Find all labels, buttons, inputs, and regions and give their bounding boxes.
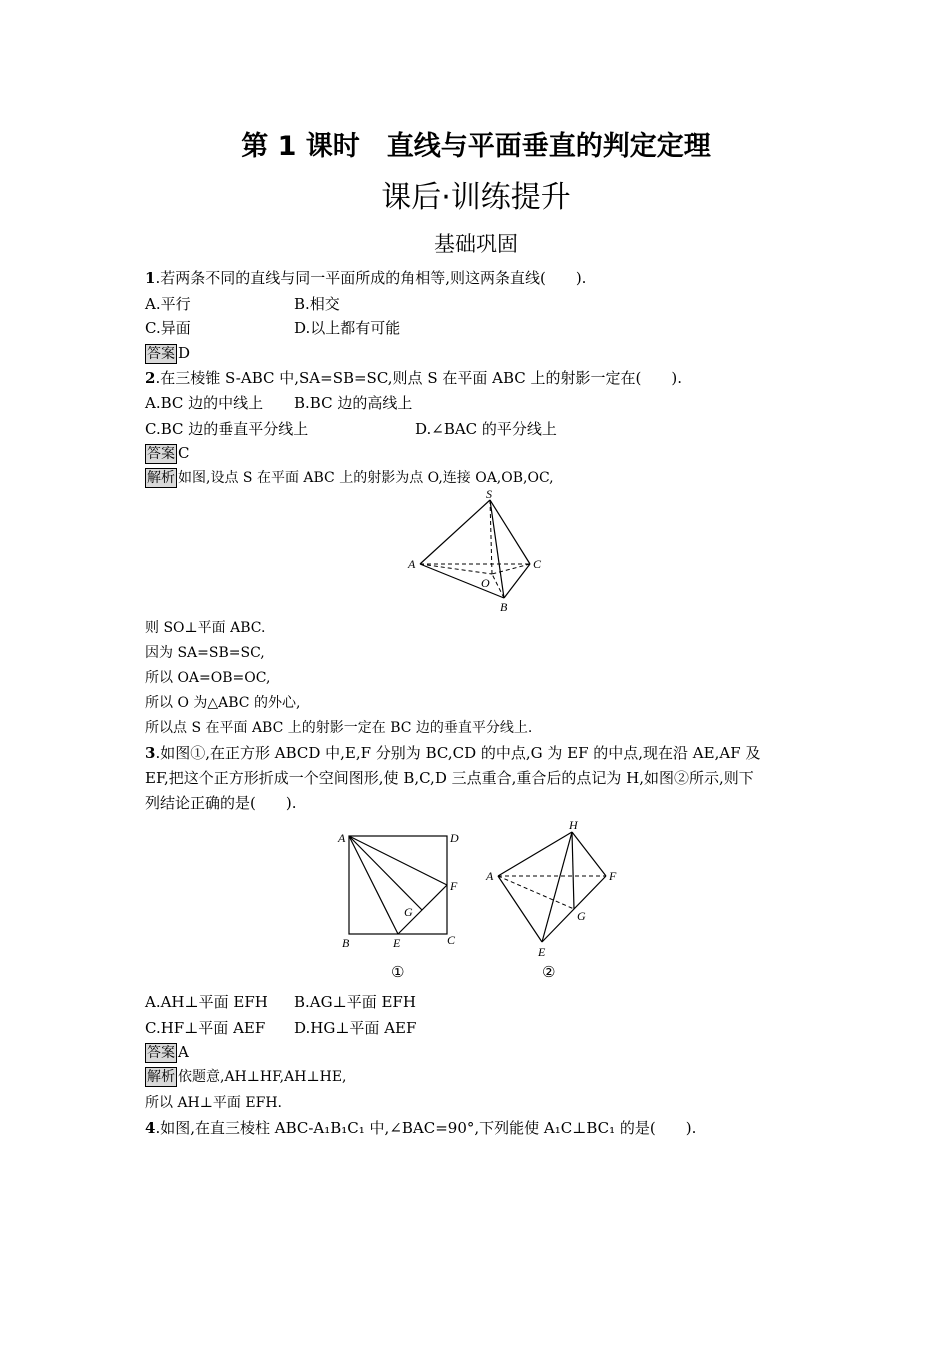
pyramid-figure (400, 486, 550, 616)
q3-number: 3 (145, 744, 156, 762)
label-e: E (393, 936, 401, 950)
page-title: 第 1 课时 直线与平面垂直的判定定理 (241, 131, 711, 162)
section-heading: 基础巩固 (434, 232, 518, 256)
q2-step-1: 则 SO⊥平面 ABC. (145, 620, 266, 636)
q3-option-a: A.AH⊥平面 EFH (145, 993, 268, 1011)
answer-tag: 答案 (147, 346, 175, 362)
fig1-caption: ① (391, 963, 405, 981)
q1-option-c: C.异面 (145, 319, 191, 337)
q3-answer-row (145, 1042, 189, 1063)
label-a: A (486, 869, 494, 883)
tetrahedron-figure (482, 816, 622, 962)
q4-number: 4 (145, 1119, 156, 1137)
label-a: A (408, 557, 416, 571)
label-o: O (481, 576, 490, 590)
label-e: E (538, 945, 546, 959)
q1-stem (145, 268, 586, 288)
q3-option-c: C.HF⊥平面 AEF (145, 1019, 266, 1037)
analysis-tag: 解析 (147, 470, 175, 486)
label-g: G (577, 909, 586, 923)
label-a: A (338, 831, 346, 845)
q1-option-d: D.以上都有可能 (294, 319, 401, 337)
q2-answer: C (178, 444, 190, 462)
answer-tag: 答案 (147, 446, 175, 462)
q2-option-d: D.∠BAC 的平分线上 (415, 420, 557, 438)
q2-answer-row (145, 443, 189, 464)
label-h: H (569, 818, 578, 832)
q3-stem-2: EF,把这个正方形折成一个空间图形,使 B,C,D 三点重合,重合后的点记为 H,如图②所示,则下 (145, 769, 754, 787)
q3-analysis-row (145, 1067, 347, 1087)
q2-number: 2 (145, 369, 156, 387)
label-f: F (450, 879, 458, 893)
q2-step-4: 所以 O 为△ABC 的外心, (145, 695, 301, 711)
q2-step-5: 所以点 S 在平面 ABC 上的射影一定在 BC 边的垂直平分线上. (145, 720, 533, 736)
q3-option-d: D.HG⊥平面 AEF (294, 1019, 417, 1037)
q1-option-b: B.相交 (294, 295, 340, 313)
q3-stem-text: .如图①,在正方形 ABCD 中,E,F 分别为 BC,CD 的中点,G 为 EF 的中点,现在沿 AE,AF 及 (155, 744, 761, 762)
q1-answer-row (145, 343, 190, 364)
q4-stem-text: .如图,在直三棱柱 ABC-A₁B₁C₁ 中,∠BAC=90°,下列能使 A₁C⊥BC₁ 的是( ). (155, 1119, 697, 1137)
q1-stem-text: .若两条不同的直线与同一平面所成的角相等,则这两条直线( ). (155, 269, 587, 287)
label-f: F (609, 869, 617, 883)
q3-step: 所以 AH⊥平面 EFH. (145, 1095, 282, 1111)
label-d: D (450, 831, 459, 845)
analysis-tag: 解析 (147, 1069, 175, 1085)
q2-step-3: 所以 OA=OB=OC, (145, 670, 271, 686)
answer-tag: 答案 (147, 1045, 175, 1061)
label-c: C (533, 557, 542, 571)
q3-stem-3: 列结论正确的是( ). (145, 794, 297, 812)
page-subtitle: 课后·训练提升 (381, 180, 571, 215)
label-g: G (404, 905, 413, 919)
label-b: B (500, 600, 508, 614)
q2-analysis-row (145, 468, 554, 488)
q2-stem-text: .在三棱锥 S-ABC 中,SA=SB=SC,则点 S 在平面 ABC 上的射影一定在( ). (155, 369, 682, 387)
q3-analysis: 依题意,AH⊥HF,AH⊥HE, (178, 1069, 347, 1085)
q2-step-2: 因为 SA=SB=SC, (145, 645, 265, 661)
q3-stem-1 (145, 743, 760, 763)
q2-analysis: 如图,设点 S 在平面 ABC 上的射影为点 O,连接 OA,OB,OC, (178, 470, 554, 486)
q2-option-a: A.BC 边的中线上 (145, 394, 264, 412)
q1-option-a: A.平行 (145, 295, 191, 313)
label-c: C (447, 933, 456, 947)
q4-stem (145, 1118, 696, 1138)
label-s: S (486, 487, 492, 501)
square-figure (336, 822, 466, 954)
q1-answer: D (178, 344, 191, 362)
q1-number: 1 (145, 269, 156, 287)
q3-answer: A (178, 1043, 189, 1061)
q2-stem (145, 368, 682, 388)
label-b: B (342, 936, 350, 950)
fig2-caption: ② (542, 963, 556, 981)
q2-option-c: C.BC 边的垂直平分线上 (145, 420, 309, 438)
q2-option-b: B.BC 边的高线上 (294, 394, 413, 412)
q3-option-b: B.AG⊥平面 EFH (294, 993, 416, 1011)
